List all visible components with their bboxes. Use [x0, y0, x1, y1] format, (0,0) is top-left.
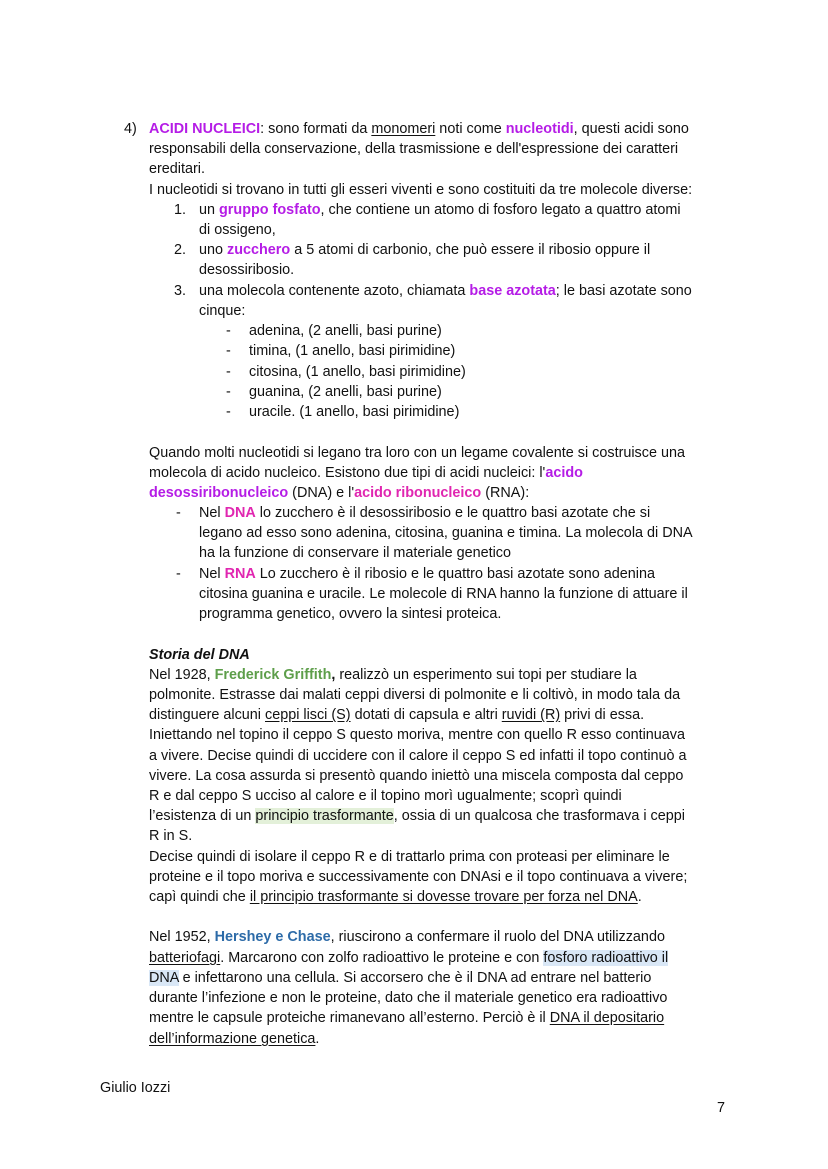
storia-line-1: Nel 1928, Frederick Griffith, realizzò un esperimento sui topi per studiare la: [149, 667, 637, 683]
storia-line-8: l’esistenza di un principio trasformante, ossia di un qualcosa che trasformava i ceppi: [149, 808, 685, 824]
footer-author: Giulio Iozzi: [100, 1080, 171, 1096]
storia-line-4: Iniettando nel topino il ceppo S questo moriva, mentre con quello R esso continuava: [149, 727, 685, 743]
dna-item-cont: ha la funzione di conservare il materiale genetico: [199, 545, 511, 561]
hershey-line-6: dell’informazione genetica.: [149, 1031, 320, 1047]
bullet-dash: -: [176, 566, 181, 582]
bullet-dash: -: [226, 343, 231, 359]
p2-line-3: desossiribonucleico (DNA) e l'acido ribonucleico (RNA):: [149, 485, 530, 501]
rna-item-cont: programma genetico, ovvero la sintesi proteica.: [199, 606, 502, 622]
storia-line-11: proteine e il topo moriva e successivamente con DNAsi e il topo continuava a vivere;: [149, 869, 688, 885]
storia-line-6: vivere. La cosa assurda si presentò quando iniettò una miscela composta dal ceppo: [149, 768, 684, 784]
page-number: 7: [717, 1100, 726, 1116]
base-item: adenina, (2 anelli, basi purine): [249, 323, 442, 339]
list-number-1: 1.: [174, 202, 187, 218]
term-rna: RNA: [224, 566, 256, 582]
list-item-3: una molecola contenente azoto, chiamata base azotata; le basi azotate sono: [199, 283, 692, 299]
storia-line-10: Decise quindi di isolare il ceppo R e di trattarlo prima con proteasi per eliminare le: [149, 849, 670, 865]
bullet-dash: -: [176, 505, 181, 521]
dna-item-cont: legano ad esso sono adenina, citosina, guanina e timina. La molecola di DNA: [199, 525, 693, 541]
term-base-azotata: base azotata: [469, 283, 556, 299]
storia-line-12: capì quindi che il principio trasformante si dovesse trovare per forza nel DNA.: [149, 889, 642, 905]
base-item: guanina, (2 anelli, basi purine): [249, 384, 442, 400]
list-item-2: uno zucchero a 5 atomi di carbonio, che può essere il ribosio oppure il: [199, 242, 651, 258]
bullet-dash: -: [226, 323, 231, 339]
conclusion-underlined: il principio trasformante si dovesse trovare per forza nel DNA: [249, 889, 638, 905]
term-gruppo-fosfato: gruppo fosfato: [219, 202, 321, 218]
storia-line-3: distinguere alcuni ceppi lisci (S) dotati di capsula e altri ruvidi (R) privi di essa.: [149, 707, 645, 723]
term-desossiribonucleico: desossiribonucleico: [149, 485, 289, 501]
base-item: citosina, (1 anello, basi pirimidine): [249, 364, 466, 380]
base-item: timina, (1 anello, basi pirimidine): [249, 343, 456, 359]
hershey-line-3: DNA e infettarono una cellula. Si accorsero che è il DNA ad entrare nel batterio: [149, 970, 652, 986]
p1-line-4: I nucleotidi si trovano in tutti gli esseri viventi e sono costituiti da tre molecole diverse:: [149, 182, 693, 198]
p2-line-2: molecola di acido nucleico. Esistono due tipi di acidi nucleici: l'acido: [149, 465, 583, 481]
storia-line-2: polmonite. Estrasse dai malati ceppi diversi di polmonite e li coltivò, in modo tala da: [149, 687, 681, 703]
p1-line-3: ereditari.: [149, 161, 205, 177]
hershey-line-1: Nel 1952, Hershey e Chase, riuscirono a confermare il ruolo del DNA utilizzando: [149, 929, 665, 945]
storia-line-9: R in S.: [149, 828, 193, 844]
term-fosforo-radioattivo: fosforo radioattivo il: [543, 950, 669, 966]
term-dna: DNA: [224, 505, 256, 521]
p1-line-2: responsabili della conservazione, della trasmissione e dell'espressione dei caratteri: [149, 141, 679, 157]
p1-line-1: ACIDI NUCLEICI: sono formati da monomeri noti come nucleotidi, questi acidi sono: [149, 121, 689, 137]
bullet-dash: -: [226, 404, 231, 420]
storia-line-5: a vivere. Decise quindi di uccidere con il calore il ceppo S ed infatti il topo continuò a: [149, 748, 687, 764]
bullet-dash: -: [226, 364, 231, 380]
term-dna-depositario: DNA il depositario: [549, 1010, 665, 1026]
term-zucchero: zucchero: [227, 242, 291, 258]
list-number-3: 3.: [174, 283, 187, 299]
term-acido-ribonucleico: acido ribonucleico: [354, 485, 482, 501]
term-informazione-genetica: dell’informazione genetica: [149, 1031, 316, 1047]
term-frederick-griffith: Frederick Griffith: [214, 667, 332, 683]
list-item-2-cont: desossiribosio.: [199, 262, 295, 278]
term-ceppi-lisci: ceppi lisci (S): [265, 707, 351, 723]
term-acido: acido: [545, 465, 583, 481]
hershey-line-2: batteriofagi. Marcarono con zolfo radioattivo le proteine e con fosforo radioattivo il: [149, 950, 669, 966]
list-item-1: un gruppo fosfato, che contiene un atomo di fosforo legato a quattro atomi: [199, 202, 681, 218]
section-number: 4): [124, 121, 137, 137]
hershey-line-5: mentre le capsule proteiche rimanevano all’esterno. Perciò è il DNA il depositario: [149, 1010, 665, 1026]
term-ruvidi: ruvidi (R): [501, 707, 561, 723]
term-hershey-chase: Hershey e Chase: [214, 929, 331, 945]
term-acidi-nucleici: ACIDI NUCLEICI: [149, 121, 261, 137]
term-monomeri: monomeri: [371, 121, 436, 137]
bullet-dash: -: [226, 384, 231, 400]
list-item-1-cont: di ossigeno,: [199, 222, 276, 238]
term-principio-trasformante: principio trasformante: [255, 808, 394, 824]
list-number-2: 2.: [174, 242, 187, 258]
rna-item: Nel RNA Lo zucchero è il ribosio e le quattro basi azotate sono adenina: [199, 566, 655, 582]
term-nucleotidi: nucleotidi: [505, 121, 574, 137]
p2-line-1: Quando molti nucleotidi si legano tra loro con un legame covalente si costruisce una: [149, 445, 685, 461]
term-batteriofagi: batteriofagi: [149, 950, 221, 966]
storia-title: Storia del DNA: [149, 647, 250, 663]
base-item: uracile. (1 anello, basi pirimidine): [249, 404, 460, 420]
storia-line-7: R e dal ceppo S ucciso al calore e il topino morì ugualmente; scoprì quindi: [149, 788, 622, 804]
term-dna-highlight: DNA: [149, 970, 179, 986]
list-item-3-cont: cinque:: [199, 303, 246, 319]
hershey-line-4: durante l’infezione e non le proteine, dato che il materiale genetico era radioattivo: [149, 990, 668, 1006]
dna-item: Nel DNA lo zucchero è il desossiribosio e le quattro basi azotate che si: [199, 505, 651, 521]
rna-item-cont: citosina guanina e uracile. Le molecole di RNA hanno la funzione di attuare il: [199, 586, 688, 602]
